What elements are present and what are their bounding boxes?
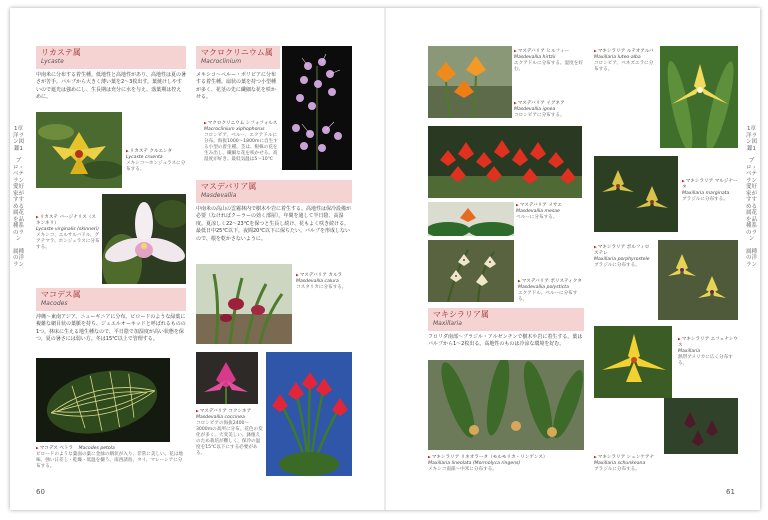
caption-sci: Masdevallia mesae: [516, 209, 560, 214]
photo-masdevallia-calura: [196, 264, 292, 344]
caption-desc: メキシコ南部〜中米に分布する。: [428, 467, 497, 472]
side-tab-sub: 属種の洋ラン: [12, 248, 24, 268]
heading-ja: マスデバリア属: [201, 182, 257, 191]
caption-sci: Macroclinium xiphophorus: [204, 127, 265, 132]
caption-jp: ▶ マキシラリア マルジナータ: [682, 178, 740, 191]
caption-lycaste-cruenta: [126, 148, 186, 173]
section-body-masdevallia: 中南米の高山の雲霧林内で樹木や岩に着生する。高地性は保冷設備が必要（なければクーラーの効く部屋）。年間を通して半日陰、高湿度。夏涼しく22〜23℃を保つと生長し続け、花もよく咲き続ける。最低日中25℃以下。夜間20℃以下に保ちたい。バルブを形成しないので、根を乾かさないように。: [196, 206, 352, 242]
caption-jp: ▶ マクロクリニウム シフォフォルス: [204, 120, 280, 127]
section-body-maxillaria: フロリダ南部〜ブラジル・アルゼンチンで樹木や岩に着生する。葉はバルブから1〜2枚出る。高地性のものは冷涼な環境を好む。: [428, 334, 583, 348]
section-heading-lycaste: [36, 46, 186, 69]
caption-desc: コロンビアの海抜2400〜3000mの高所に分布。花色の変化が多く、大変美しい。鉢植えのため栽培が難しく、保冷の温度を15℃以下にする必要がある。: [196, 421, 263, 456]
heading-ja: マキシラリア属: [433, 310, 489, 319]
caption-desc: ブラジルに分布する。: [682, 197, 728, 202]
caption-desc: エクアドル、ペルーに分布する。: [518, 291, 578, 302]
caption-sci: Maxillaria: [678, 349, 701, 354]
caption-jp: ▶ マキシラリア エフェナシウス: [678, 336, 740, 349]
heading-latin: Macodes: [41, 300, 68, 307]
caption-maxillaria-marginata: [682, 178, 740, 203]
caption-jp: ▶ マキシラリア シュンケアナ: [594, 454, 684, 461]
section-heading-macodes: [36, 288, 186, 311]
caption-jp: ▶ マキシラリア リネオラータ（モルモリカ・リンゲンス）: [428, 455, 548, 460]
caption-sci: Maxillaria porphyrostele: [594, 257, 650, 262]
caption-masdevallia-polysticta: [518, 278, 584, 303]
heading-latin: Macroclinium: [201, 58, 242, 65]
section-heading-maxillaria: [428, 308, 584, 331]
caption-desc: ブラジルに分布する。: [594, 263, 640, 268]
photo-maxillaria-luteo-alba: [660, 46, 738, 148]
photo-masdevallia-polysticta: [428, 240, 514, 302]
gutter: [384, 8, 386, 510]
right-side-tab: [745, 126, 758, 386]
side-tab-title: プロ・ベテラン愛好家がすすめる属花を品種系のラン: [745, 158, 758, 242]
caption-sci: Lycaste cruenta: [126, 155, 163, 160]
caption-jp: ▶ リカステ クルエンタ: [126, 148, 186, 155]
caption-maxillaria-lineolata: [428, 454, 584, 473]
caption-jp: ▶ マキシラリア ポルフィロステレ: [594, 244, 652, 257]
heading-latin: Lycaste: [41, 58, 64, 65]
section-heading-masdevallia: [196, 180, 352, 203]
caption-sci: Masdevallia hirtzii: [514, 55, 556, 60]
photo-maxillaria-marginata: [594, 156, 678, 232]
section-body-lycaste: 中南米に分布する着生種。低地性と高地性があり、高地性は夏の暑さが苦手。バルブから大きく薄い葉を2〜3枚出す。葉焼けしやすいので遮光は強めにし、生長期は充分に水を与え、落葉期は控えめに。: [36, 72, 187, 101]
caption-jp: ▶ マスデバリア ポリスティクタ: [518, 278, 584, 285]
heading-ja: マクロクリニウム属: [201, 48, 273, 57]
caption-sci: Maxillaria marginata: [682, 191, 730, 196]
caption-desc: 熱帯アメリカに広く分布する。: [678, 355, 733, 366]
photo-masdevallia-mesae: [428, 202, 514, 236]
caption-desc: メキシコ、エルサルバドル、グアテマラ、ホンジュラスに分布する。: [36, 233, 100, 250]
caption-desc: ビロードのような葉面の葉に金緑の網状が入り、非常に美しい。花は地味。強い日差し・乾燥・低温を嫌う。南西諸島、タイ、マレーシアに分布する。: [36, 452, 184, 469]
caption-maxillaria-porphyrostele: [594, 244, 652, 269]
caption-desc: コロンビアに分布する。: [514, 113, 565, 118]
caption-macroclinium: [204, 120, 280, 163]
caption-sci: Maxillaria lineolata (Mormolyca ringens): [428, 461, 521, 466]
section-heading-macroclinium: [196, 46, 280, 69]
caption-desc: エクアドルに分布する。湿度を好む。: [514, 61, 583, 72]
photo-lycaste-cruenta: [36, 112, 122, 188]
caption-sci: Masdevallia polysticta: [518, 285, 569, 290]
caption-sci: Masdevallia calura: [296, 279, 339, 284]
caption-sci: Macodes petola: [78, 446, 115, 451]
page-number-right: 61: [726, 488, 735, 496]
caption-macodes-petola: [36, 445, 186, 470]
photo-maxillaria-lineolata: [428, 360, 584, 450]
photo-masdevallia-coccinea-small: [196, 352, 258, 404]
caption-masdevallia-calura: [296, 272, 352, 291]
photo-lycaste-virginalis: [102, 194, 186, 284]
photo-maxillaria-schunkeana: [664, 398, 738, 454]
caption-masdevallia-hirtzii: [514, 48, 584, 73]
caption-desc: コスタリカに分布する。: [296, 285, 347, 290]
side-tab-sub: 属種の洋ラン: [745, 248, 757, 268]
photo-maxillaria-yellow: [594, 326, 672, 398]
section-body-macroclinium: メキシコ〜ペルー・ボリビアに分布する着生種。扇状の葉を持つ小型種が多く、花茎の先に繊細な花を咲かせる。: [196, 72, 277, 101]
caption-jp: ▶ マスデバリア メサエ: [516, 202, 584, 209]
caption-desc: コロンビア、ベネズエラに分布する。: [594, 61, 654, 72]
caption-jp: ▶ マスデバリア コクシネア: [196, 408, 264, 415]
caption-desc: コロンビア、ペルー、エクアドルに分布。海抜1000〜1800mに自生する小型の着生種。茎は、根株の花を生み出し、繊細な花を咲かせる。高湿度が好き。最低気温は5〜10℃: [204, 133, 278, 162]
caption-lycaste-virginalis: [36, 214, 100, 251]
caption-sci: Masdevallia coccinea: [196, 415, 245, 420]
caption-desc: ペルーに分布する。: [516, 215, 558, 220]
photo-masdevallia-ignea: [428, 126, 582, 198]
photo-maxillaria-porphyrostele: [658, 240, 738, 320]
caption-jp: ▶ マスデバリア イグネア: [514, 100, 584, 107]
photo-masdevallia-hirtzii: [428, 46, 512, 118]
side-tab-chapter: 1章 洋ラン図鑑1: [745, 126, 757, 152]
heading-latin: Maxillaria: [433, 320, 462, 327]
heading-ja: マコデス属: [41, 290, 81, 299]
photo-macodes-petola: [36, 358, 170, 442]
caption-sci: Maxillaria luteo-alba: [594, 55, 641, 60]
caption-masdevallia-mesae-text: [516, 202, 584, 221]
photo-masdevallia-coccinea: [266, 352, 352, 476]
caption-desc: ブラジルに分布する。: [594, 467, 640, 472]
side-tab-chapter: 1章 洋ラン図鑑1: [12, 126, 24, 152]
left-side-tab: [12, 126, 25, 386]
caption-masdevallia-coccinea: [196, 408, 264, 457]
heading-latin: Masdevallia: [201, 192, 237, 199]
caption-masdevallia-ignea: [514, 100, 584, 119]
caption-jp: ▶ マスデバリア ヒルフィー: [514, 48, 584, 55]
caption-sci: Maxillaria schunkeana: [594, 461, 646, 466]
photo-macroclinium: [282, 46, 352, 170]
caption-jp: ▶ マキシラリア ルテオアルバ: [594, 48, 656, 55]
caption-jp: ▶ リカステ バージナリス（スキンネリ）: [36, 214, 100, 227]
caption-maxillaria-schunkeana: [594, 454, 684, 473]
side-tab-title: プロ・ベテラン愛好家がすすめる属花を品種系のラン: [12, 158, 25, 242]
caption-sci: Lycaste virginalis (skinneri): [36, 227, 99, 232]
caption-sci: Masdevallia ignea: [514, 107, 556, 112]
caption-maxillaria-effusa: [678, 336, 740, 367]
heading-ja: リカステ属: [41, 48, 81, 57]
caption-desc: メキシコ〜ホンジュラスに分布する。: [126, 161, 186, 172]
page-number-left: 60: [36, 488, 45, 496]
caption-maxillaria-luteo-alba: [594, 48, 656, 73]
section-body-macodes: 沖縄〜東南アジア、ニューギニアに分布。ビロードのような緑葉に複雑な網目状の葉脈を持ち、ジュエルオーキッドと呼ばれるものの1つ。林床に生える地生種なので、平日陰で加湿度が高い状態を保つ。夏の暑さには弱い方。冬は15℃以上で管理する。: [36, 314, 186, 343]
caption-jp: ▶ マスデバリア カルラ: [296, 272, 352, 279]
caption-jp: ▶ マコデス ペトラ: [36, 446, 73, 451]
book-spread: [10, 8, 760, 510]
